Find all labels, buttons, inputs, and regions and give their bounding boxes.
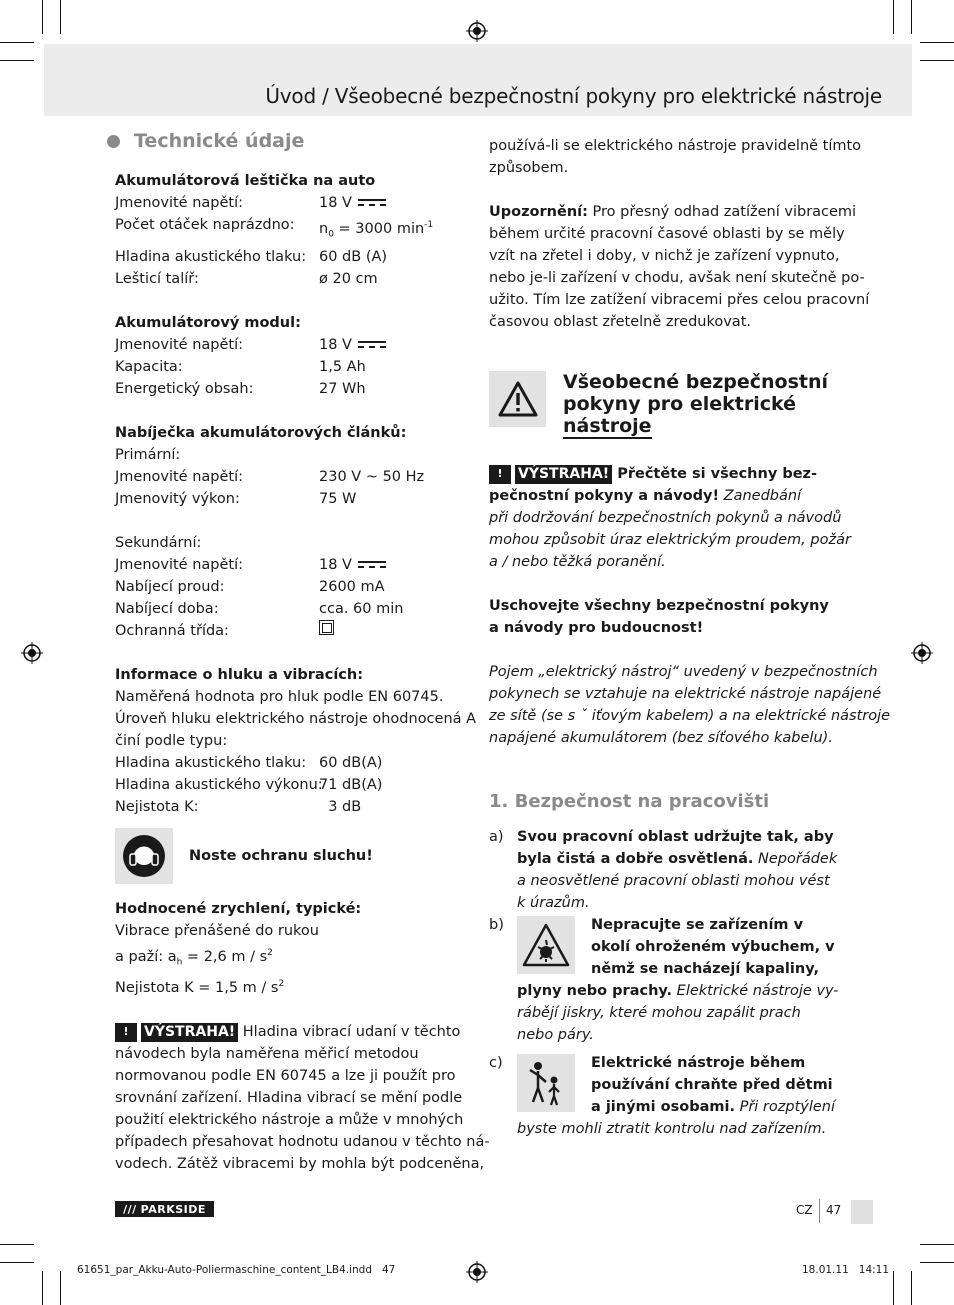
- spec-row: Počet otáček naprázdno: $n_0 = 3000$ $\min^{-1}$: [115, 217, 434, 240]
- noise-line: Naměřená hodnota pro hluk podle EN 60745.: [115, 688, 444, 705]
- crop-mark: [0, 60, 34, 61]
- term-line: napájené akumulátorem (bez síťového kabelu).: [489, 730, 833, 746]
- spec-row: Nejistota K: 3 dB: [115, 798, 362, 815]
- crop-mark: [920, 1262, 954, 1263]
- crop-mark: [60, 0, 61, 34]
- left-column: [115, 130, 490, 1175]
- keep-instructions-line: Uschovejte všechny bezpečnostní pokyny: [489, 598, 829, 614]
- spec-row: Nabíjecí proud: 2600 mA: [115, 578, 385, 595]
- page-title: Úvod / Všeobecné bezpečnostní pokyny pro elektrické nástroje: [265, 84, 882, 108]
- ear-protection-notice: [115, 828, 470, 884]
- parkside-logo: /// PARKSIDE: [115, 1201, 214, 1217]
- spec-row: Nabíjecí doba: cca. 60 min: [115, 600, 404, 617]
- right-column: [489, 135, 891, 1140]
- list-item: a) Svou pracovní oblast udržujte tak, aby byla čistá a dobře osvětlená. Nepořádek a neosvětlené pracovní oblasti mohou vést k úrazům.: [489, 829, 838, 911]
- registration-mark-icon: [466, 20, 488, 42]
- registration-mark-icon: [466, 1261, 488, 1283]
- warning-triangle-icon: [489, 371, 546, 427]
- spec-row: Ochranná třída:: [115, 620, 470, 642]
- keep-children-away-icon: [517, 1054, 575, 1112]
- polisher-title: Akumulátorová leštička na auto: [115, 173, 376, 189]
- ear-protection-text: Noste ochranu sluchu!: [189, 847, 373, 864]
- registration-mark-icon: [911, 642, 933, 664]
- term-line: pokynech se vztahuje na elektrické nástroje napájené: [489, 686, 882, 702]
- safety-heading: Všeobecné bezpečnostní pokyny pro elektrické nástroje: [489, 371, 841, 437]
- note-line: během určité pracovní časové oblasti by se měly: [489, 226, 845, 242]
- safety-warning: ! VÝSTRAHA! Přečtěte si všechny bez-: [489, 463, 841, 485]
- warning-line: návodech byla naměřena měřicí metodou: [115, 1046, 419, 1063]
- keep-instructions-line: a návody pro budoucnost!: [489, 620, 704, 636]
- crop-mark: [893, 1271, 894, 1305]
- crop-mark: [42, 1271, 43, 1305]
- list-item: c) Elektrické nástroje během používání chraňte před dětmi a jinými osobami. Při rozptýlení byste mohli ztratit kontrolu nad zařízením.: [489, 1055, 836, 1137]
- spec-row: Lešticí talíř: ø 20 cm: [115, 270, 378, 287]
- list-item: b) Nepracujte se zařízením v okolí ohroženém výbuchem, v němž se nacházejí kapaliny, plyny nebo prachy. Elektrické nástroje vy-rábějí jiskry, které mohou zapálit prach nebo páry.: [489, 917, 839, 1043]
- spec-row: Energetický obsah: 27 Wh: [115, 380, 366, 397]
- protection-class-ii-icon: [319, 620, 334, 635]
- language-code: CZ: [796, 1203, 813, 1217]
- ear-protection-icon: [115, 828, 173, 884]
- warning-badge: ! VÝSTRAHA!: [489, 465, 612, 484]
- vibration-line: Vibrace přenášené do rukou: [115, 922, 319, 939]
- crop-mark: [911, 0, 912, 34]
- dc-symbol-icon: [358, 340, 386, 350]
- print-date-info: 18.01.11 14:11: [802, 1264, 890, 1276]
- crop-mark: [911, 1271, 912, 1305]
- registration-mark-icon: [21, 642, 43, 664]
- warning-line: vodech. Zátěž vibracemi by mohla být podceněna,: [115, 1156, 485, 1173]
- crop-mark: [0, 1262, 34, 1263]
- vibration-line: Nejistota K = 1,5 m / $s^2$: [115, 979, 285, 997]
- safety-warning-line: mohou způsobit úraz elektrickým proudem, požár: [489, 532, 851, 548]
- warning-triangle-icon: !: [115, 1023, 137, 1042]
- spec-row: Jmenovité napětí: 18 V: [115, 334, 470, 356]
- primary-label: Primární:: [115, 446, 181, 463]
- explosion-hazard-icon: [517, 916, 575, 974]
- spec-row: Jmenovité napětí: 18 V: [115, 554, 470, 576]
- safety-warning-line: při dodržování bezpečnostních pokynů a návodů: [489, 510, 842, 526]
- page-number: 47: [826, 1203, 842, 1217]
- spec-row: Hladina akustického tlaku: 60 dB (A): [115, 248, 388, 265]
- crop-mark: [42, 0, 43, 34]
- warning-badge: ! VÝSTRAHA!: [115, 1023, 238, 1042]
- crop-mark: [0, 1244, 34, 1245]
- noise-title: Informace o hluku a vibracích:: [115, 666, 364, 683]
- intro-line: způsobem.: [489, 160, 569, 176]
- divider: [819, 1199, 820, 1223]
- spec-row: Jmenovité napětí: 230 V ~ 50 Hz: [115, 468, 425, 485]
- dc-symbol-icon: [358, 560, 386, 570]
- secondary-label: Sekundární:: [115, 534, 202, 551]
- note-line: časovou oblast zřetelně zredukovat.: [489, 314, 751, 330]
- spec-row: Jmenovité napětí: 18 V: [115, 192, 470, 214]
- spec-row: Kapacita: 1,5 Ah: [115, 358, 366, 375]
- note-line: Upozornění: Pro přesný odhad zatížení vibracemi: [489, 204, 857, 220]
- module-title: Akumulátorový modul:: [115, 314, 301, 331]
- print-file-info: 61651_par_Akku-Auto-Poliermaschine_content_LB4.indd 47: [77, 1264, 396, 1276]
- crop-mark: [893, 0, 894, 34]
- section-heading-technical: Technické údaje: [115, 130, 470, 152]
- note-line: užito. Tím lze zatížení vibracemi přes celou pracovní: [489, 292, 870, 308]
- warning-line: případech přesahovat hodnotu udanou v těchto ná-: [115, 1134, 490, 1151]
- vibration-warning: ! VÝSTRAHA! Hladina vibrací udaní v těchto: [115, 1021, 470, 1043]
- spec-row: Hladina akustického výkonu: 71 dB(A): [115, 776, 383, 793]
- crop-mark: [0, 42, 34, 43]
- warning-line: normovanou podle EN 60745 a lze ji použít pro: [115, 1068, 456, 1085]
- crop-mark: [920, 1244, 954, 1245]
- vibration-line: a paží: $a_h = 2,6$ m / $s^2$: [115, 947, 273, 968]
- term-line: Pojem „elektrický nástroj“ uvedený v bezpečnostních: [489, 664, 878, 680]
- noise-line: Úroveň hluku elektrického nástroje ohodnocená A: [115, 710, 477, 727]
- noise-line: činí podle typu:: [115, 732, 228, 749]
- spec-row: Hladina akustického tlaku: 60 dB(A): [115, 754, 383, 771]
- term-line: ze sítě (se s ˇ iťovým kabelem) a na elektrické nástroje: [489, 708, 891, 724]
- safety-warning-line: pečnostní pokyny a návody! Zanedbání: [489, 488, 802, 504]
- spec-row: Jmenovitý výkon: 75 W: [115, 490, 357, 507]
- crop-mark: [920, 42, 954, 43]
- note-line: nebo je-li zařízení v chodu, avšak není skutečně po-: [489, 270, 865, 286]
- warning-triangle-icon: !: [489, 465, 511, 484]
- note-line: vzít na zřetel i doby, v nichž je zařízení vypnuto,: [489, 248, 840, 264]
- safety-warning-line: a / nebo těžká poranění.: [489, 554, 666, 570]
- warning-line: použití elektrického nástroje a může v mnohých: [115, 1112, 464, 1129]
- crop-mark: [920, 60, 954, 61]
- dc-symbol-icon: [358, 198, 386, 208]
- page-tab-marker: [851, 1200, 873, 1224]
- vibration-title: Hodnocené zrychlení, typické:: [115, 900, 362, 917]
- warning-line: srovnání zařízení. Hladina vibrací se mění podle: [115, 1090, 463, 1107]
- crop-mark: [60, 1271, 61, 1305]
- intro-line: používá-li se elektrického nástroje pravidelně tímto: [489, 138, 862, 154]
- charger-title: Nabíječka akumulátorových článků:: [115, 424, 407, 441]
- workplace-safety-heading: 1. Bezpečnost na pracovišti: [489, 791, 770, 812]
- bullet-dot-icon: [107, 135, 120, 148]
